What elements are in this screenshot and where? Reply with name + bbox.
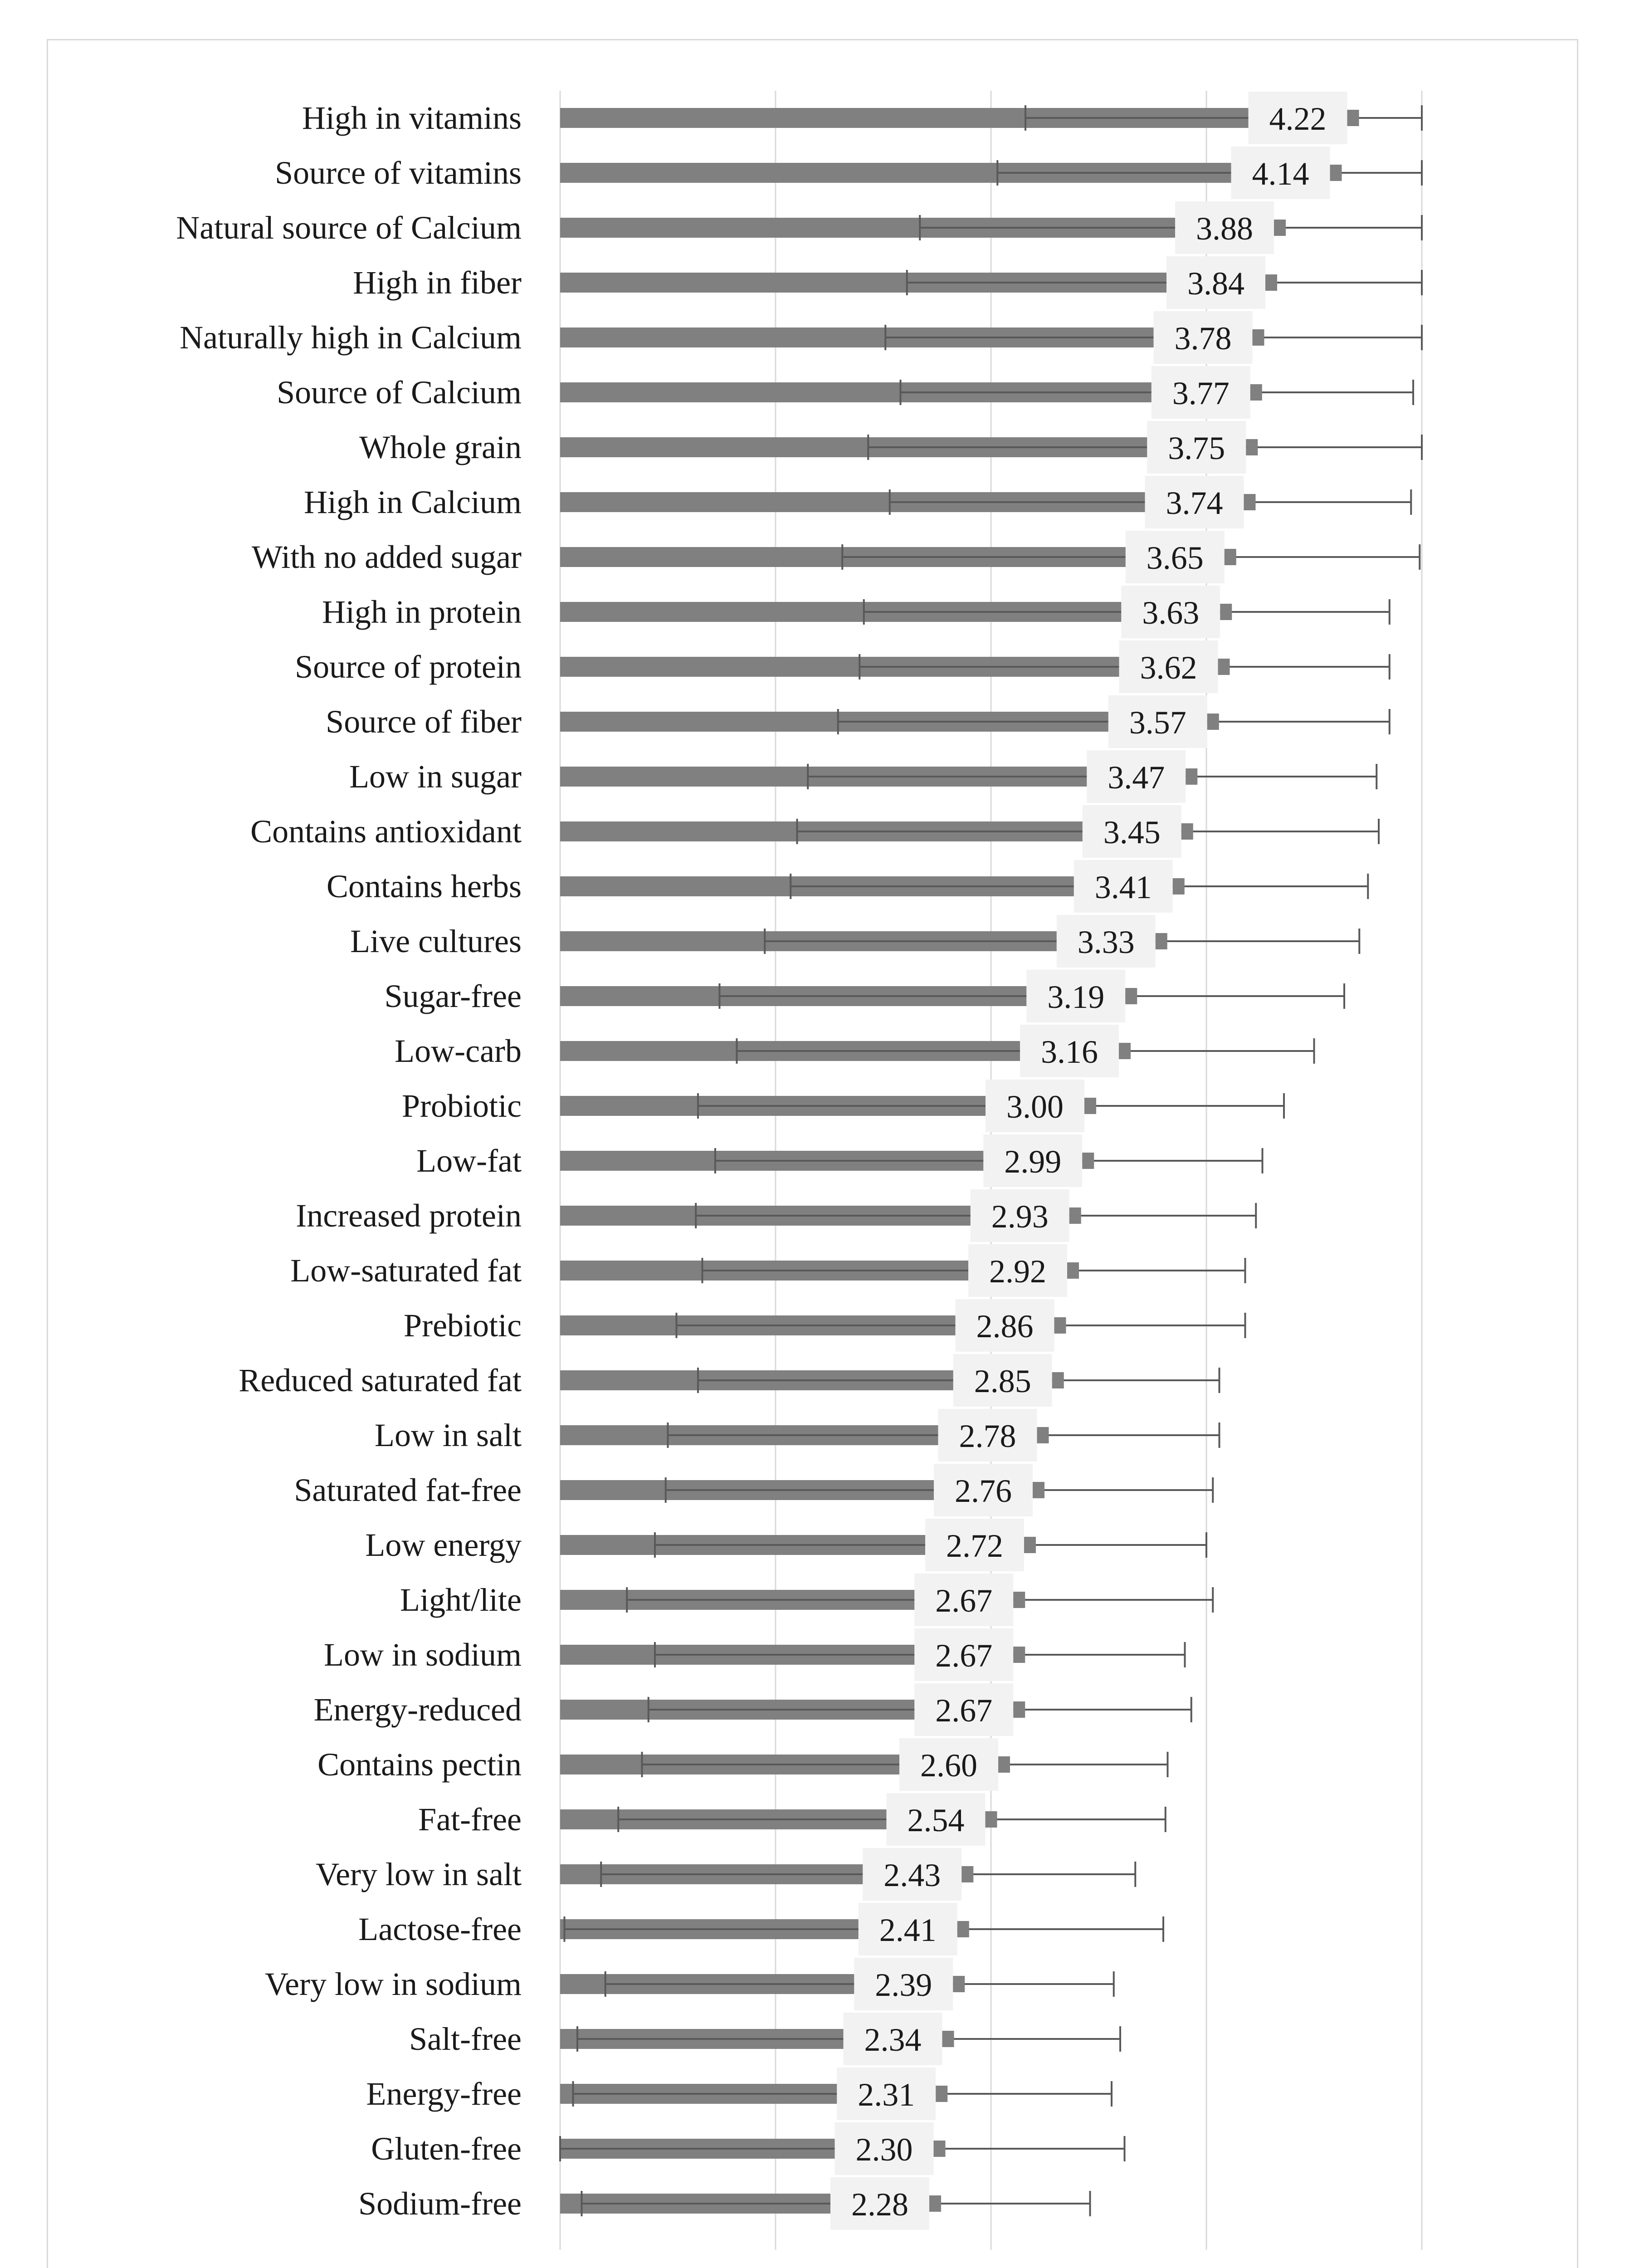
- category-label: Reduced saturated fat: [239, 1362, 522, 1398]
- data-label: 3.84: [1187, 265, 1244, 302]
- error-bar-marker: [1024, 1537, 1036, 1553]
- error-bar-marker: [1253, 329, 1264, 346]
- category-label: Light/lite: [400, 1582, 522, 1618]
- data-label: 2.85: [974, 1363, 1031, 1399]
- category-label: Naturally high in Calcium: [180, 319, 522, 356]
- error-bar-marker: [942, 2031, 954, 2047]
- category-label: Contains herbs: [327, 868, 522, 904]
- data-label: 3.33: [1077, 924, 1135, 960]
- data-label: 3.62: [1140, 650, 1197, 686]
- error-bar-marker: [961, 1866, 973, 1882]
- category-label: Sugar-free: [384, 978, 522, 1014]
- data-label: 4.22: [1269, 101, 1327, 137]
- category-label: High in fiber: [353, 264, 522, 301]
- error-bar-marker: [998, 1756, 1010, 1773]
- data-label: 2.67: [935, 1692, 993, 1729]
- data-label: 3.65: [1146, 540, 1204, 576]
- category-label: Low-fat: [416, 1143, 522, 1179]
- category-label: Low energy: [365, 1527, 522, 1563]
- error-bar-marker: [1037, 1427, 1049, 1443]
- data-label: 2.78: [959, 1418, 1016, 1454]
- category-label: Source of fiber: [326, 704, 522, 740]
- category-label: Live cultures: [350, 923, 522, 959]
- data-label: 4.14: [1252, 156, 1309, 192]
- error-bar-marker: [936, 2086, 947, 2102]
- category-label: Low in sugar: [349, 758, 522, 795]
- category-label: Sodium-free: [358, 2185, 522, 2222]
- error-bar-marker: [1156, 933, 1167, 949]
- category-label: Saturated fat-free: [294, 1472, 522, 1508]
- error-bar-marker: [1067, 1262, 1079, 1279]
- error-bar-marker: [1274, 220, 1286, 236]
- category-label: Probiotic: [402, 1088, 522, 1124]
- category-label: Source of Calcium: [277, 374, 522, 411]
- error-bar-marker: [1013, 1701, 1025, 1718]
- data-label: 2.28: [851, 2186, 908, 2223]
- error-bar-marker: [953, 1976, 965, 1992]
- category-label: Fat-free: [418, 1801, 522, 1838]
- error-bar-marker: [1250, 384, 1262, 401]
- error-bar-marker: [1330, 165, 1342, 181]
- data-label: 3.16: [1041, 1034, 1098, 1070]
- error-bar-marker: [1246, 439, 1258, 455]
- error-bar-marker: [1052, 1372, 1064, 1388]
- category-label: Increased protein: [296, 1198, 522, 1234]
- data-label: 2.67: [935, 1637, 993, 1674]
- category-label: Source of vitamins: [275, 155, 522, 191]
- error-bar-marker: [1069, 1207, 1081, 1224]
- category-label: Salt-free: [409, 2021, 522, 2057]
- data-label: 2.60: [920, 1747, 977, 1784]
- data-label: 2.43: [883, 1857, 941, 1893]
- category-label: Very low in sodium: [265, 1966, 522, 2002]
- data-label: 3.75: [1168, 430, 1225, 466]
- category-label: High in protein: [322, 594, 522, 630]
- data-label: 2.31: [858, 2077, 915, 2113]
- category-label: Low in sodium: [323, 1637, 522, 1673]
- error-bar-marker: [1084, 1098, 1096, 1114]
- error-bar-marker: [1207, 714, 1219, 730]
- data-label: 2.76: [955, 1473, 1012, 1509]
- category-label: Energy-free: [366, 2076, 522, 2112]
- category-label: Contains antioxidant: [250, 813, 522, 850]
- error-bar-marker: [1054, 1317, 1066, 1334]
- data-label: 2.92: [989, 1253, 1046, 1290]
- data-label: 3.74: [1166, 485, 1223, 521]
- error-bar-marker: [957, 1921, 969, 1937]
- category-label: Very low in salt: [316, 1856, 522, 1892]
- category-label: Energy-reduced: [313, 1691, 522, 1728]
- data-label: 2.86: [976, 1308, 1034, 1344]
- error-bar-marker: [929, 2195, 941, 2212]
- error-bar-marker: [1220, 604, 1232, 620]
- data-label: 3.00: [1006, 1089, 1064, 1125]
- category-label: Natural source of Calcium: [176, 210, 522, 246]
- category-label: Whole grain: [359, 429, 522, 465]
- category-label: Lactose-free: [358, 1911, 522, 1947]
- error-bar-marker: [1082, 1153, 1094, 1169]
- category-labels: [176, 100, 522, 2222]
- error-bar-marker: [1013, 1647, 1025, 1663]
- category-label: Contains pectin: [317, 1746, 522, 1783]
- data-label: 2.30: [855, 2131, 913, 2168]
- category-label: Prebiotic: [404, 1307, 522, 1344]
- category-label: Low-saturated fat: [290, 1252, 522, 1289]
- data-label: 2.54: [907, 1802, 965, 1838]
- error-bar-marker: [1218, 659, 1230, 675]
- category-label: Low-carb: [395, 1033, 522, 1069]
- data-label: 2.93: [991, 1198, 1049, 1235]
- data-label: 3.41: [1094, 869, 1152, 905]
- error-bar-marker: [1347, 110, 1359, 126]
- data-label: 2.39: [875, 1967, 932, 2003]
- data-label: 2.41: [879, 1912, 937, 1948]
- error-bar-marker: [1265, 274, 1277, 291]
- error-bar-marker: [1119, 1043, 1131, 1059]
- category-label: Low in salt: [375, 1417, 522, 1453]
- category-label: Gluten-free: [371, 2131, 522, 2167]
- data-label: 3.47: [1108, 759, 1165, 796]
- error-bar-marker: [1225, 549, 1236, 565]
- error-bar-marker: [1186, 768, 1197, 785]
- category-label: With no added sugar: [252, 539, 522, 575]
- error-bar-marker: [1033, 1482, 1044, 1498]
- error-bar-marker: [1244, 494, 1256, 510]
- data-label: 3.63: [1142, 595, 1200, 631]
- data-label: 3.78: [1174, 320, 1232, 357]
- data-label: 3.19: [1047, 979, 1105, 1015]
- category-label: High in vitamins: [302, 100, 522, 136]
- data-label: 2.67: [935, 1583, 993, 1619]
- data-label: 3.77: [1172, 375, 1230, 411]
- category-label: High in Calcium: [304, 484, 522, 520]
- error-bar-marker: [1125, 988, 1137, 1004]
- data-label: 3.45: [1103, 814, 1161, 850]
- data-label: 2.34: [864, 2022, 922, 2058]
- error-bar-marker: [986, 1811, 997, 1828]
- error-bar-marker: [1173, 878, 1185, 894]
- error-bar-marker: [1181, 823, 1193, 840]
- error-bar-marker: [1013, 1592, 1025, 1608]
- data-label: 2.72: [946, 1528, 1003, 1564]
- category-label: Source of protein: [295, 649, 522, 685]
- data-label: 3.57: [1129, 704, 1186, 741]
- data-label: 2.99: [1004, 1144, 1062, 1180]
- data-label: 3.88: [1196, 210, 1253, 247]
- error-bar-marker: [934, 2141, 946, 2157]
